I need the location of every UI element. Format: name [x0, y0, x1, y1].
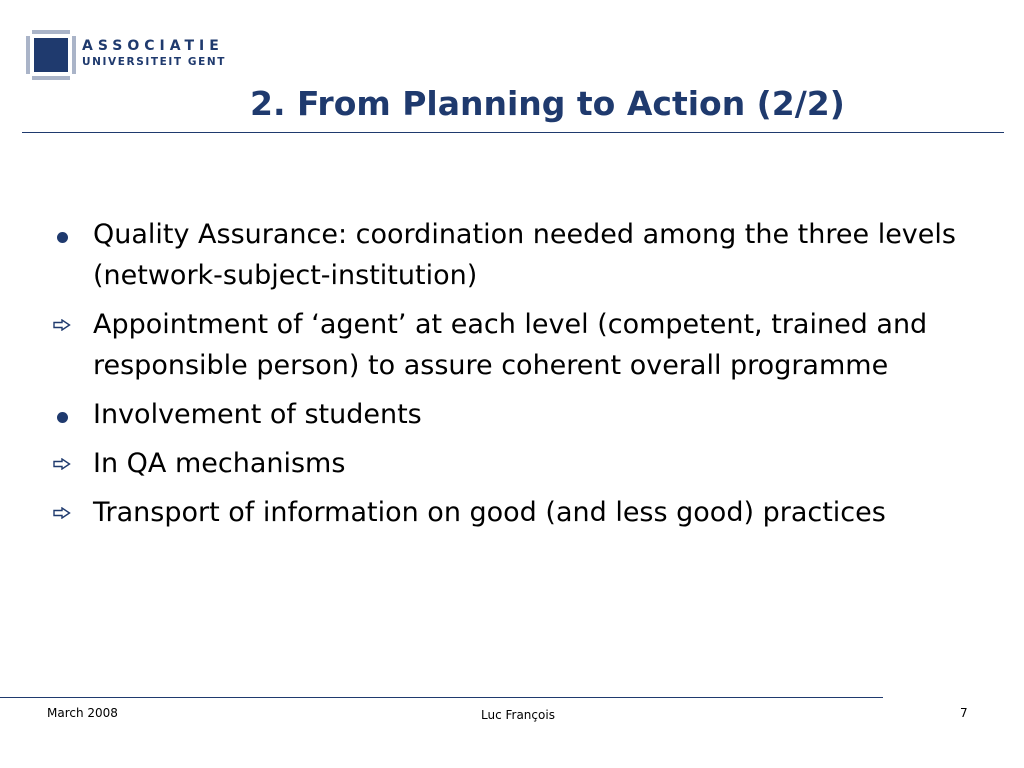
footer-author: Luc François — [481, 708, 555, 722]
bullet-item — [52, 443, 972, 484]
arrow-right-icon — [52, 304, 82, 345]
bullet-text: Involvement of students — [93, 399, 422, 430]
bullet-dot-icon — [52, 214, 82, 255]
bullet-text: Transport of information on good (and less good) practices — [93, 497, 886, 528]
bullet-item — [52, 394, 972, 435]
bullet-text: Appointment of ‘agent’ at each level (competent, trained and responsible person) to assure coherent overall programme — [93, 309, 928, 381]
slide-title: 2. From Planning to Action (2/2) — [250, 84, 845, 123]
bullet-item — [52, 304, 972, 386]
arrow-right-icon — [52, 492, 82, 533]
page-number: 7 — [960, 706, 968, 720]
bullet-item — [52, 492, 972, 533]
association-logo — [26, 30, 226, 80]
bullet-list — [52, 214, 972, 541]
bullet-text: In QA mechanisms — [93, 448, 346, 479]
footer-date: March 2008 — [47, 706, 118, 720]
footer-divider — [0, 697, 883, 698]
title-divider — [22, 132, 1004, 133]
logo-mark-icon — [26, 30, 76, 80]
bullet-text: Quality Assurance: coordination needed among the three levels (network-subject-institution) — [93, 219, 956, 291]
arrow-right-icon — [52, 443, 82, 484]
bullet-item — [52, 214, 972, 296]
logo-text-line2: UNIVERSITEIT GENT — [82, 56, 227, 68]
bullet-dot-icon — [52, 394, 82, 435]
logo-text-line1: ASSOCIATIE — [82, 38, 224, 54]
